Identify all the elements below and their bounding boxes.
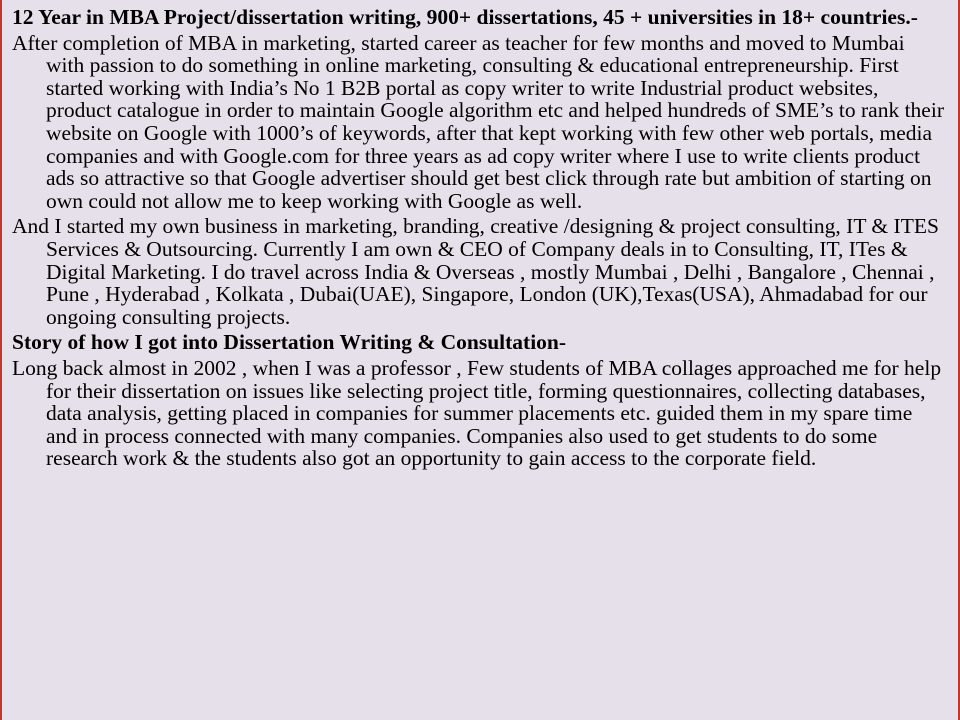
paragraph-career-start: After completion of MBA in marketing, started career as teacher for few months and moved to Mumbai with passion to do something in online marketing, consulting & educational entrepreneurship. First started working with India’s No 1 B2B portal as copy writer to write Industrial product websites, product catalogue in order to maintain Google algorithm etc and helped hundreds of SME’s to rank their website on Google with 1000’s of keywords, after that kept working with few other web portals, media companies and with Google.com for three years as ad copy writer where I use to write clients product ads so attractive so that Google advertiser should get best click through rate but ambition of starting on own could not allow me to keep working with Google as well.: [12, 30, 944, 213]
text-body: [12, 6, 944, 473]
paragraph-own-business: And I started my own business in marketing, branding, creative /designing & project consulting, IT & ITES Services & Outsourcing. Currently I am own & CEO of Company deals in to Consulting, IT, ITes & Digital Marketing. I do travel across India & Overseas , mostly Mumbai , Delhi , Bangalore , Chennai , Pune , Hyderabad , Kolkata , Dubai(UAE), Singapore, London (UK),Texas(USA), Ahmadabad for our ongoing consulting projects.: [12, 214, 939, 329]
paragraph-story: Long back almost in 2002 , when I was a professor , Few students of MBA collages approached me for help for their dissertation on issues like selecting project title, forming questionnaires, collecting databases, data analysis, getting placed in companies for summer placements etc. guided them in my spare time and in process connected with many companies. Companies also used to get students to do some research work & the students also got an opportunity to gain access to the corporate field.: [12, 355, 942, 471]
heading-story: Story of how I got into Dissertation Writing & Consultation-: [12, 330, 567, 355]
heading-experience: 12 Year in MBA Project/dissertation writing, 900+ dissertations, 45 + universities in 18+ countries.-: [12, 5, 918, 29]
